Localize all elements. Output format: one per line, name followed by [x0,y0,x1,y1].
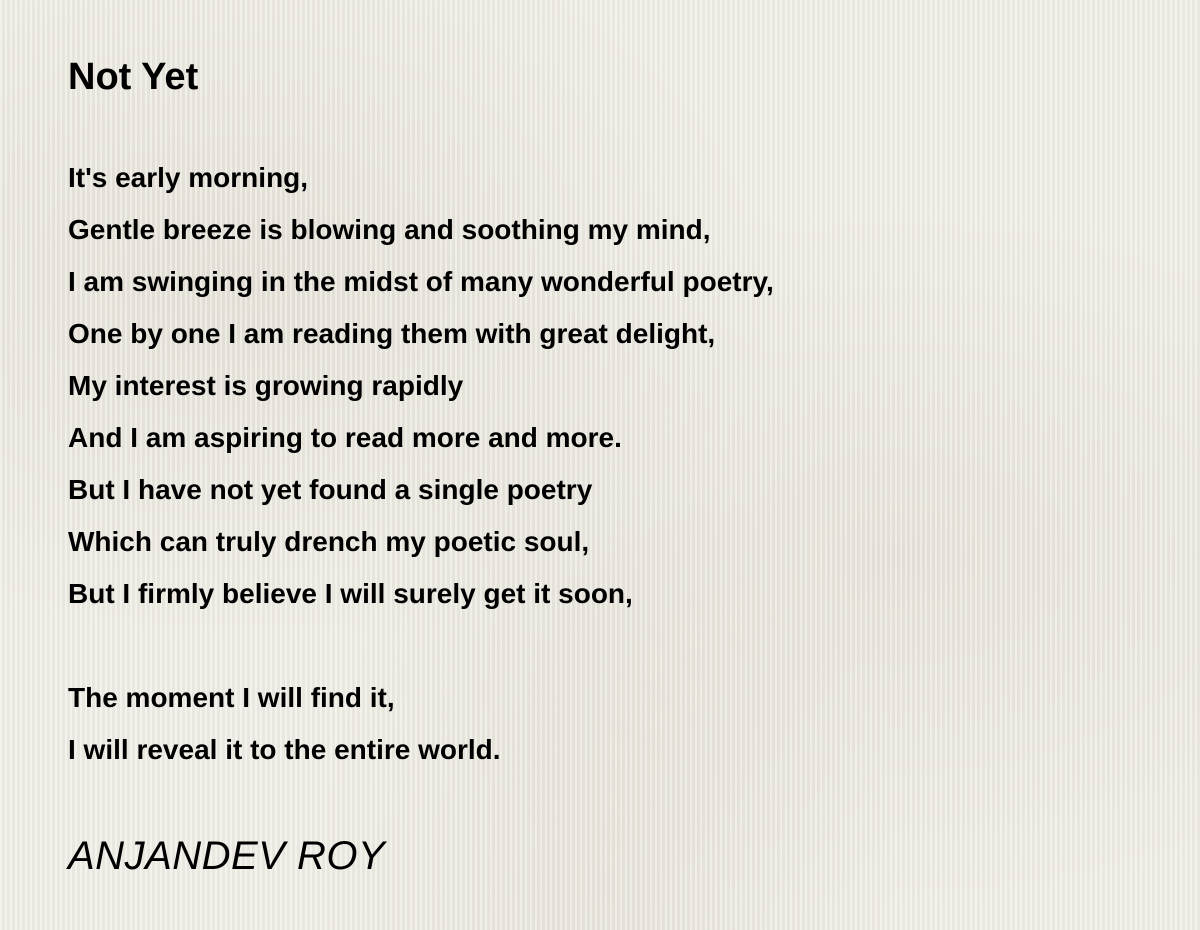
poem-line: But I have not yet found a single poetry [68,474,593,505]
poem-line: One by one I am reading them with great delight, [68,318,716,349]
poem-line: It's early morning, [68,162,309,193]
poem-title: Not Yet [68,56,199,98]
poem-line: The moment I will find it, [68,682,395,713]
stanza-2 [68,672,1148,776]
poem-line: Gentle breeze is blowing and soothing my mind, [68,214,711,245]
poem-line: I will reveal it to the entire world. [68,734,501,765]
poem-line: My interest is growing rapidly [68,370,464,401]
poem-line: I am swinging in the midst of many wonderful poetry, [68,266,774,297]
poem-line: And I am aspiring to read more and more. [68,422,622,453]
poem-card [68,52,1148,882]
poem-author: ANJANDEV ROY [68,834,386,878]
stanza-1 [68,152,1148,620]
poem-line: But I firmly believe I will surely get it soon, [68,578,633,609]
poem-line: Which can truly drench my poetic soul, [68,526,590,557]
